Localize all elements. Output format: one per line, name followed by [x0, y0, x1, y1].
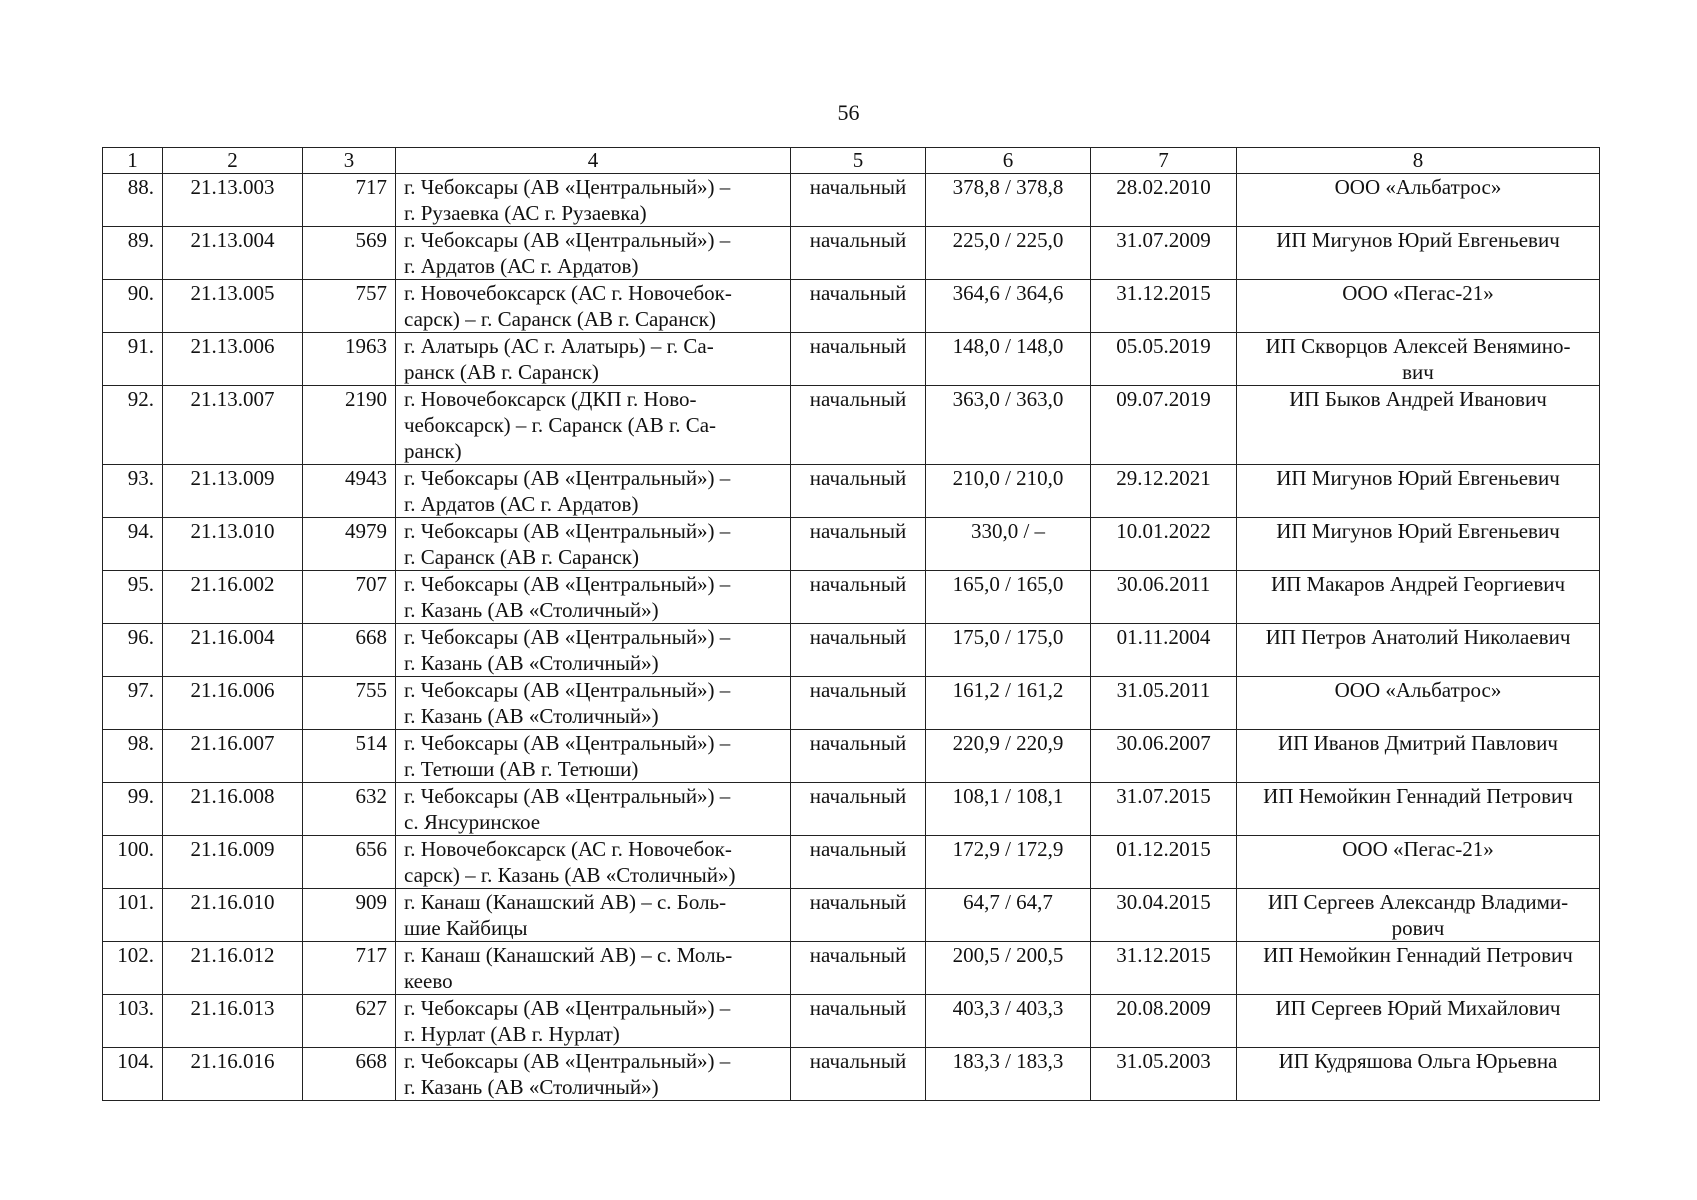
carrier-cell — [1237, 174, 1600, 227]
stop-type-cell: начальный — [791, 174, 926, 227]
table-row — [103, 783, 1600, 836]
table-row — [103, 571, 1600, 624]
row-number-cell: 100. — [103, 836, 163, 889]
carrier-cell — [1237, 730, 1600, 783]
carrier-cell-line: ИП Сергеев Александр Владими- — [1267, 890, 1569, 914]
route-code-cell: 21.16.009 — [163, 836, 303, 889]
carrier-cell — [1237, 836, 1600, 889]
carrier-cell-line: ООО «Альбатрос» — [1334, 175, 1502, 199]
stop-type-cell: начальный — [791, 518, 926, 571]
route-name-cell-line: г. Канаш (Канашский АВ) – с. Моль- — [404, 943, 733, 967]
carrier-cell — [1237, 942, 1600, 995]
route-name-cell-line: г. Ардатов (АС г. Ардатов) — [404, 254, 639, 278]
route-code-cell: 21.13.006 — [163, 333, 303, 386]
row-number-cell: 89. — [103, 227, 163, 280]
stop-type-cell: начальный — [791, 227, 926, 280]
stop-type-cell: начальный — [791, 836, 926, 889]
carrier-cell-line: ИП Немойкин Геннадий Петрович — [1263, 943, 1573, 967]
table-row — [103, 677, 1600, 730]
date-cell: 01.12.2015 — [1091, 836, 1237, 889]
date-cell: 10.01.2022 — [1091, 518, 1237, 571]
row-number-cell: 102. — [103, 942, 163, 995]
stop-type-cell: начальный — [791, 995, 926, 1048]
route-name-cell — [396, 333, 791, 386]
date-cell: 05.05.2019 — [1091, 333, 1237, 386]
table-row — [103, 730, 1600, 783]
route-name-cell-line: г. Канаш (Канашский АВ) – с. Боль- — [404, 890, 727, 914]
header-row — [103, 148, 1600, 174]
carrier-cell-line: ИП Быков Андрей Иванович — [1289, 387, 1547, 411]
stop-type-cell: начальный — [791, 942, 926, 995]
carrier-cell-line: ИП Скворцов Алексей Венямино- — [1265, 334, 1571, 358]
table-row — [103, 227, 1600, 280]
route-name-cell-line: сарск) – г. Казань (АВ «Столичный») — [404, 863, 736, 887]
column-header: 6 — [926, 148, 1091, 174]
row-number-cell: 104. — [103, 1048, 163, 1101]
carrier-cell-line: вич — [1402, 360, 1434, 384]
carrier-cell-line: ООО «Пегас-21» — [1342, 281, 1494, 305]
registry-number-cell: 668 — [303, 1048, 396, 1101]
carrier-cell — [1237, 333, 1600, 386]
table-row — [103, 1048, 1600, 1101]
route-name-cell-line: г. Чебоксары (АВ «Центральный») – — [404, 572, 731, 596]
carrier-cell-line: ООО «Пегас-21» — [1342, 837, 1494, 861]
date-cell: 31.12.2015 — [1091, 280, 1237, 333]
route-code-cell: 21.16.004 — [163, 624, 303, 677]
column-header: 1 — [103, 148, 163, 174]
route-name-cell-line: г. Ардатов (АС г. Ардатов) — [404, 492, 639, 516]
distance-cell: 210,0 / 210,0 — [926, 465, 1091, 518]
distance-cell: 330,0 / – — [926, 518, 1091, 571]
route-name-cell-line: г. Казань (АВ «Столичный») — [404, 1075, 659, 1099]
row-number-cell: 98. — [103, 730, 163, 783]
column-header: 3 — [303, 148, 396, 174]
stop-type-cell: начальный — [791, 333, 926, 386]
route-name-cell-line: г. Рузаевка (АС г. Рузаевка) — [404, 201, 647, 225]
table-row — [103, 174, 1600, 227]
registry-number-cell: 569 — [303, 227, 396, 280]
route-name-cell-line: г. Чебоксары (АВ «Центральный») – — [404, 996, 731, 1020]
column-header: 2 — [163, 148, 303, 174]
route-code-cell: 21.13.003 — [163, 174, 303, 227]
table-row — [103, 333, 1600, 386]
date-cell: 30.06.2011 — [1091, 571, 1237, 624]
carrier-cell-line: рович — [1391, 916, 1445, 940]
distance-cell: 161,2 / 161,2 — [926, 677, 1091, 730]
registry-number-cell: 2190 — [303, 386, 396, 465]
date-cell: 31.07.2009 — [1091, 227, 1237, 280]
carrier-cell — [1237, 624, 1600, 677]
distance-cell: 148,0 / 148,0 — [926, 333, 1091, 386]
route-name-cell-line: чебоксарск) – г. Саранск (АВ г. Са- — [404, 413, 717, 437]
row-number-cell: 95. — [103, 571, 163, 624]
carrier-cell — [1237, 677, 1600, 730]
route-name-cell-line: г. Чебоксары (АВ «Центральный») – — [404, 731, 731, 755]
route-name-cell-line: г. Тетюши (АВ г. Тетюши) — [404, 757, 639, 781]
distance-cell: 225,0 / 225,0 — [926, 227, 1091, 280]
carrier-cell-line: ИП Кудряшова Ольга Юрьевна — [1278, 1049, 1558, 1073]
route-code-cell: 21.13.004 — [163, 227, 303, 280]
registry-number-cell: 668 — [303, 624, 396, 677]
registry-number-cell: 627 — [303, 995, 396, 1048]
route-code-cell: 21.16.007 — [163, 730, 303, 783]
table-row — [103, 942, 1600, 995]
route-name-cell-line: г. Чебоксары (АВ «Центральный») – — [404, 466, 731, 490]
column-header: 8 — [1237, 148, 1600, 174]
table-row — [103, 465, 1600, 518]
carrier-cell — [1237, 571, 1600, 624]
route-name-cell — [396, 942, 791, 995]
stop-type-cell: начальный — [791, 571, 926, 624]
route-name-cell-line: г. Нурлат (АВ г. Нурлат) — [404, 1022, 620, 1046]
table-row — [103, 995, 1600, 1048]
carrier-cell — [1237, 518, 1600, 571]
carrier-cell-line: ИП Сергеев Юрий Михайлович — [1275, 996, 1561, 1020]
stop-type-cell: начальный — [791, 1048, 926, 1101]
distance-cell: 363,0 / 363,0 — [926, 386, 1091, 465]
date-cell: 31.07.2015 — [1091, 783, 1237, 836]
carrier-cell-line: ИП Петров Анатолий Николаевич — [1265, 625, 1571, 649]
row-number-cell: 101. — [103, 889, 163, 942]
route-name-cell-line: г. Чебоксары (АВ «Центральный») – — [404, 678, 731, 702]
route-name-cell — [396, 783, 791, 836]
registry-number-cell: 656 — [303, 836, 396, 889]
route-name-cell — [396, 730, 791, 783]
date-cell: 28.02.2010 — [1091, 174, 1237, 227]
route-code-cell: 21.16.013 — [163, 995, 303, 1048]
registry-number-cell: 1963 — [303, 333, 396, 386]
registry-number-cell: 514 — [303, 730, 396, 783]
column-header: 7 — [1091, 148, 1237, 174]
route-name-cell — [396, 1048, 791, 1101]
distance-cell: 403,3 / 403,3 — [926, 995, 1091, 1048]
carrier-cell-line: ИП Иванов Дмитрий Павлович — [1278, 731, 1558, 755]
route-name-cell — [396, 624, 791, 677]
route-name-cell — [396, 518, 791, 571]
route-name-cell-line: с. Янсуринское — [404, 810, 541, 834]
route-code-cell: 21.13.007 — [163, 386, 303, 465]
distance-cell: 165,0 / 165,0 — [926, 571, 1091, 624]
row-number-cell: 92. — [103, 386, 163, 465]
route-name-cell-line: г. Новочебоксарск (АС г. Новочебок- — [404, 281, 732, 305]
stop-type-cell: начальный — [791, 280, 926, 333]
row-number-cell: 91. — [103, 333, 163, 386]
route-code-cell: 21.16.016 — [163, 1048, 303, 1101]
registry-number-cell: 632 — [303, 783, 396, 836]
route-name-cell-line: ранск) — [404, 439, 462, 463]
date-cell: 29.12.2021 — [1091, 465, 1237, 518]
table-row — [103, 386, 1600, 465]
route-code-cell: 21.13.005 — [163, 280, 303, 333]
distance-cell: 108,1 / 108,1 — [926, 783, 1091, 836]
route-name-cell-line: г. Казань (АВ «Столичный») — [404, 704, 659, 728]
page-number: 56 — [837, 100, 860, 125]
row-number-cell: 93. — [103, 465, 163, 518]
registry-number-cell: 755 — [303, 677, 396, 730]
route-name-cell-line: шие Кайбицы — [404, 916, 528, 940]
table-row — [103, 624, 1600, 677]
registry-number-cell: 717 — [303, 174, 396, 227]
row-number-cell: 96. — [103, 624, 163, 677]
date-cell: 30.04.2015 — [1091, 889, 1237, 942]
stop-type-cell: начальный — [791, 386, 926, 465]
route-name-cell-line: г. Новочебоксарск (АС г. Новочебок- — [404, 837, 732, 861]
distance-cell: 175,0 / 175,0 — [926, 624, 1091, 677]
route-name-cell-line: г. Алатырь (АС г. Алатырь) – г. Са- — [404, 334, 714, 358]
carrier-cell-line: ООО «Альбатрос» — [1334, 678, 1502, 702]
table-row — [103, 836, 1600, 889]
registry-number-cell: 707 — [303, 571, 396, 624]
stop-type-cell: начальный — [791, 783, 926, 836]
carrier-cell — [1237, 1048, 1600, 1101]
route-code-cell: 21.16.012 — [163, 942, 303, 995]
distance-cell: 220,9 / 220,9 — [926, 730, 1091, 783]
route-name-cell — [396, 571, 791, 624]
date-cell: 31.05.2003 — [1091, 1048, 1237, 1101]
date-cell: 01.11.2004 — [1091, 624, 1237, 677]
row-number-cell: 94. — [103, 518, 163, 571]
route-name-cell — [396, 995, 791, 1048]
date-cell: 31.05.2011 — [1091, 677, 1237, 730]
column-header: 5 — [791, 148, 926, 174]
carrier-cell-line: ИП Макаров Андрей Георгиевич — [1270, 572, 1566, 596]
route-name-cell-line: г. Казань (АВ «Столичный») — [404, 598, 659, 622]
date-cell: 20.08.2009 — [1091, 995, 1237, 1048]
date-cell: 09.07.2019 — [1091, 386, 1237, 465]
row-number-cell: 97. — [103, 677, 163, 730]
stop-type-cell: начальный — [791, 465, 926, 518]
route-name-cell — [396, 174, 791, 227]
route-name-cell-line: кеево — [404, 969, 453, 993]
route-name-cell-line: сарск) – г. Саранск (АВ г. Саранск) — [404, 307, 716, 331]
route-name-cell-line: г. Казань (АВ «Столичный») — [404, 651, 659, 675]
carrier-cell-line: ИП Мигунов Юрий Евгеньевич — [1276, 228, 1560, 252]
row-number-cell: 88. — [103, 174, 163, 227]
carrier-cell — [1237, 889, 1600, 942]
route-name-cell-line: г. Чебоксары (АВ «Центральный») – — [404, 784, 731, 808]
route-name-cell — [396, 386, 791, 465]
registry-number-cell: 757 — [303, 280, 396, 333]
registry-number-cell: 909 — [303, 889, 396, 942]
carrier-cell-line: ИП Немойкин Геннадий Петрович — [1263, 784, 1573, 808]
distance-cell: 183,3 / 183,3 — [926, 1048, 1091, 1101]
column-header: 4 — [396, 148, 791, 174]
route-code-cell: 21.16.002 — [163, 571, 303, 624]
row-number-cell: 99. — [103, 783, 163, 836]
route-code-cell: 21.13.009 — [163, 465, 303, 518]
route-name-cell-line: ранск (АВ г. Саранск) — [404, 360, 599, 384]
route-name-cell-line: г. Чебоксары (АВ «Центральный») – — [404, 625, 731, 649]
carrier-cell — [1237, 995, 1600, 1048]
carrier-cell — [1237, 783, 1600, 836]
route-name-cell — [396, 889, 791, 942]
registry-number-cell: 717 — [303, 942, 396, 995]
distance-cell: 378,8 / 378,8 — [926, 174, 1091, 227]
route-name-cell-line: г. Новочебоксарск (ДКП г. Ново- — [404, 387, 697, 411]
route-code-cell: 21.13.010 — [163, 518, 303, 571]
stop-type-cell: начальный — [791, 730, 926, 783]
route-name-cell-line: г. Чебоксары (АВ «Центральный») – — [404, 175, 731, 199]
route-code-cell: 21.16.006 — [163, 677, 303, 730]
route-name-cell — [396, 227, 791, 280]
date-cell: 31.12.2015 — [1091, 942, 1237, 995]
carrier-cell — [1237, 227, 1600, 280]
table-row — [103, 889, 1600, 942]
route-code-cell: 21.16.008 — [163, 783, 303, 836]
registry-number-cell: 4979 — [303, 518, 396, 571]
route-name-cell-line: г. Чебоксары (АВ «Центральный») – — [404, 228, 731, 252]
row-number-cell: 103. — [103, 995, 163, 1048]
carrier-cell — [1237, 386, 1600, 465]
carrier-cell-line: ИП Мигунов Юрий Евгеньевич — [1276, 519, 1560, 543]
table-row — [103, 280, 1600, 333]
route-name-cell — [396, 280, 791, 333]
stop-type-cell: начальный — [791, 677, 926, 730]
route-name-cell-line: г. Чебоксары (АВ «Центральный») – — [404, 519, 731, 543]
row-number-cell: 90. — [103, 280, 163, 333]
stop-type-cell: начальный — [791, 624, 926, 677]
carrier-cell — [1237, 280, 1600, 333]
distance-cell: 172,9 / 172,9 — [926, 836, 1091, 889]
route-name-cell — [396, 677, 791, 730]
route-name-cell — [396, 465, 791, 518]
date-cell: 30.06.2007 — [1091, 730, 1237, 783]
distance-cell: 200,5 / 200,5 — [926, 942, 1091, 995]
distance-cell: 64,7 / 64,7 — [926, 889, 1091, 942]
table-body — [103, 174, 1600, 1101]
distance-cell: 364,6 / 364,6 — [926, 280, 1091, 333]
routes-table — [102, 147, 1600, 1101]
carrier-cell — [1237, 465, 1600, 518]
route-name-cell-line: г. Чебоксары (АВ «Центральный») – — [404, 1049, 731, 1073]
route-name-cell — [396, 836, 791, 889]
table-row — [103, 518, 1600, 571]
stop-type-cell: начальный — [791, 889, 926, 942]
route-name-cell-line: г. Саранск (АВ г. Саранск) — [404, 545, 639, 569]
registry-number-cell: 4943 — [303, 465, 396, 518]
carrier-cell-line: ИП Мигунов Юрий Евгеньевич — [1276, 466, 1560, 490]
route-code-cell: 21.16.010 — [163, 889, 303, 942]
